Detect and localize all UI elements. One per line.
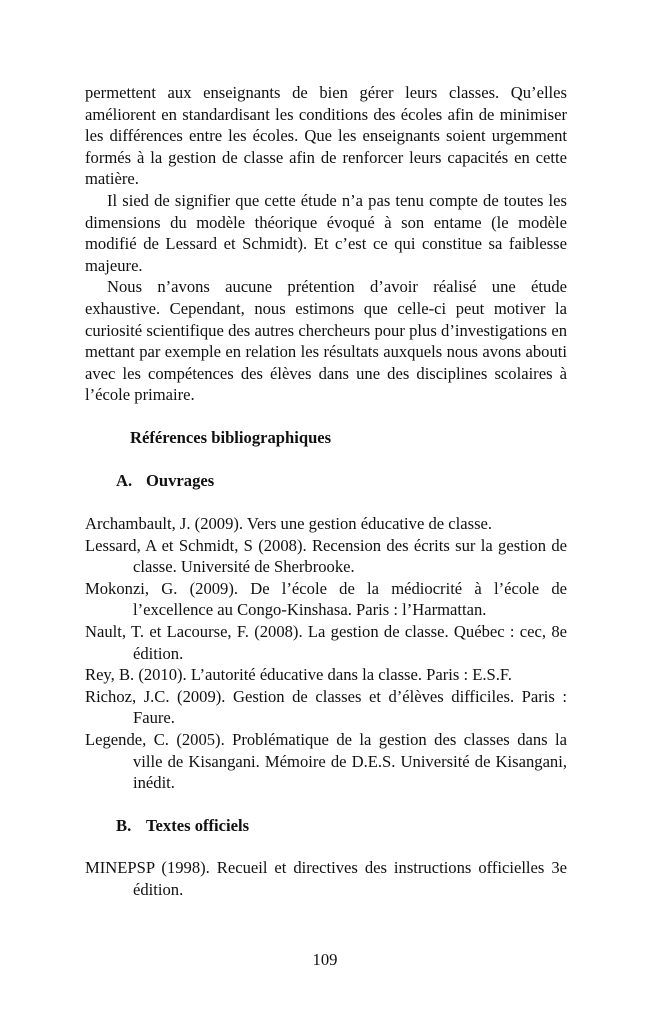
section-title: Ouvrages bbox=[146, 471, 215, 490]
reference-list-ouvrages bbox=[85, 513, 567, 794]
section-heading-ouvrages bbox=[116, 470, 214, 492]
reference-entry: Mokonzi, G. (2009). De l’école de la médiocrité à l’école de l’excellence au Congo-Kinshasa. Paris : l’Harmattan. bbox=[85, 578, 567, 620]
page-number: 109 bbox=[312, 950, 338, 969]
reference-entry: Legende, C. (2005). Problématique de la gestion des classes dans la ville de Kisangani. Mémoire de D.E.S. Université de Kisangani, inédit. bbox=[85, 729, 567, 793]
section-heading-textes-officiels bbox=[116, 815, 249, 837]
reference-entry: Richoz, J.C. (2009). Gestion de classes et d’élèves difficiles. Paris : Faure. bbox=[85, 686, 567, 728]
reference-list-textes-officiels bbox=[85, 857, 567, 900]
reference-entry: Archambault, J. (2009). Vers une gestion éducative de classe. bbox=[85, 514, 493, 533]
body-text bbox=[85, 82, 567, 406]
paragraph: Il sied de signifier que cette étude n’a pas tenu compte de toutes les dimensions du modèle théorique évoqué à son entame (le modèle modifié de Lessard et Schmidt). Et c’est ce qui constitue sa faiblesse majeure. bbox=[85, 190, 567, 275]
reference-entry: Rey, B. (2010). L’autorité éducative dans la classe. Paris : E.S.F. bbox=[85, 665, 512, 685]
section-letter: A. bbox=[116, 471, 133, 490]
section-letter: B. bbox=[116, 816, 132, 835]
section-title: Textes officiels bbox=[146, 816, 250, 835]
paragraph: Nous n’avons aucune prétention d’avoir réalisé une étude exhaustive. Cependant, nous estimons que celle-ci peut motiver la curiosité scientifique des autres chercheurs pour plus d’investigations en mettant par exemple en relation les résultats auxquels nous avons abouti avec les compétences des élèves dans une des disciplines scolaires à l’école primaire. bbox=[85, 277, 567, 405]
paragraph: permettent aux enseignants de bien gérer leurs classes. Qu’elles améliorent en standardisant les conditions des écoles afin de minimiser les différences entre les écoles. Que les enseignants soient urgemment formés à la gestion de classe afin de renforcer leurs capacités en cette matière. bbox=[85, 83, 567, 189]
reference-entry: Nault, T. et Lacourse, F. (2008). La gestion de classe. Québec : cec, 8e édition. bbox=[85, 621, 567, 663]
reference-entry: MINEPSP (1998). Recueil et directives des instructions officielles 3e édition. bbox=[85, 858, 567, 899]
references-title: Références bibliographiques bbox=[130, 428, 332, 447]
reference-entry: Lessard, A et Schmidt, S (2008). Recension des écrits sur la gestion de classe. Université de Sherbrooke. bbox=[85, 535, 567, 577]
